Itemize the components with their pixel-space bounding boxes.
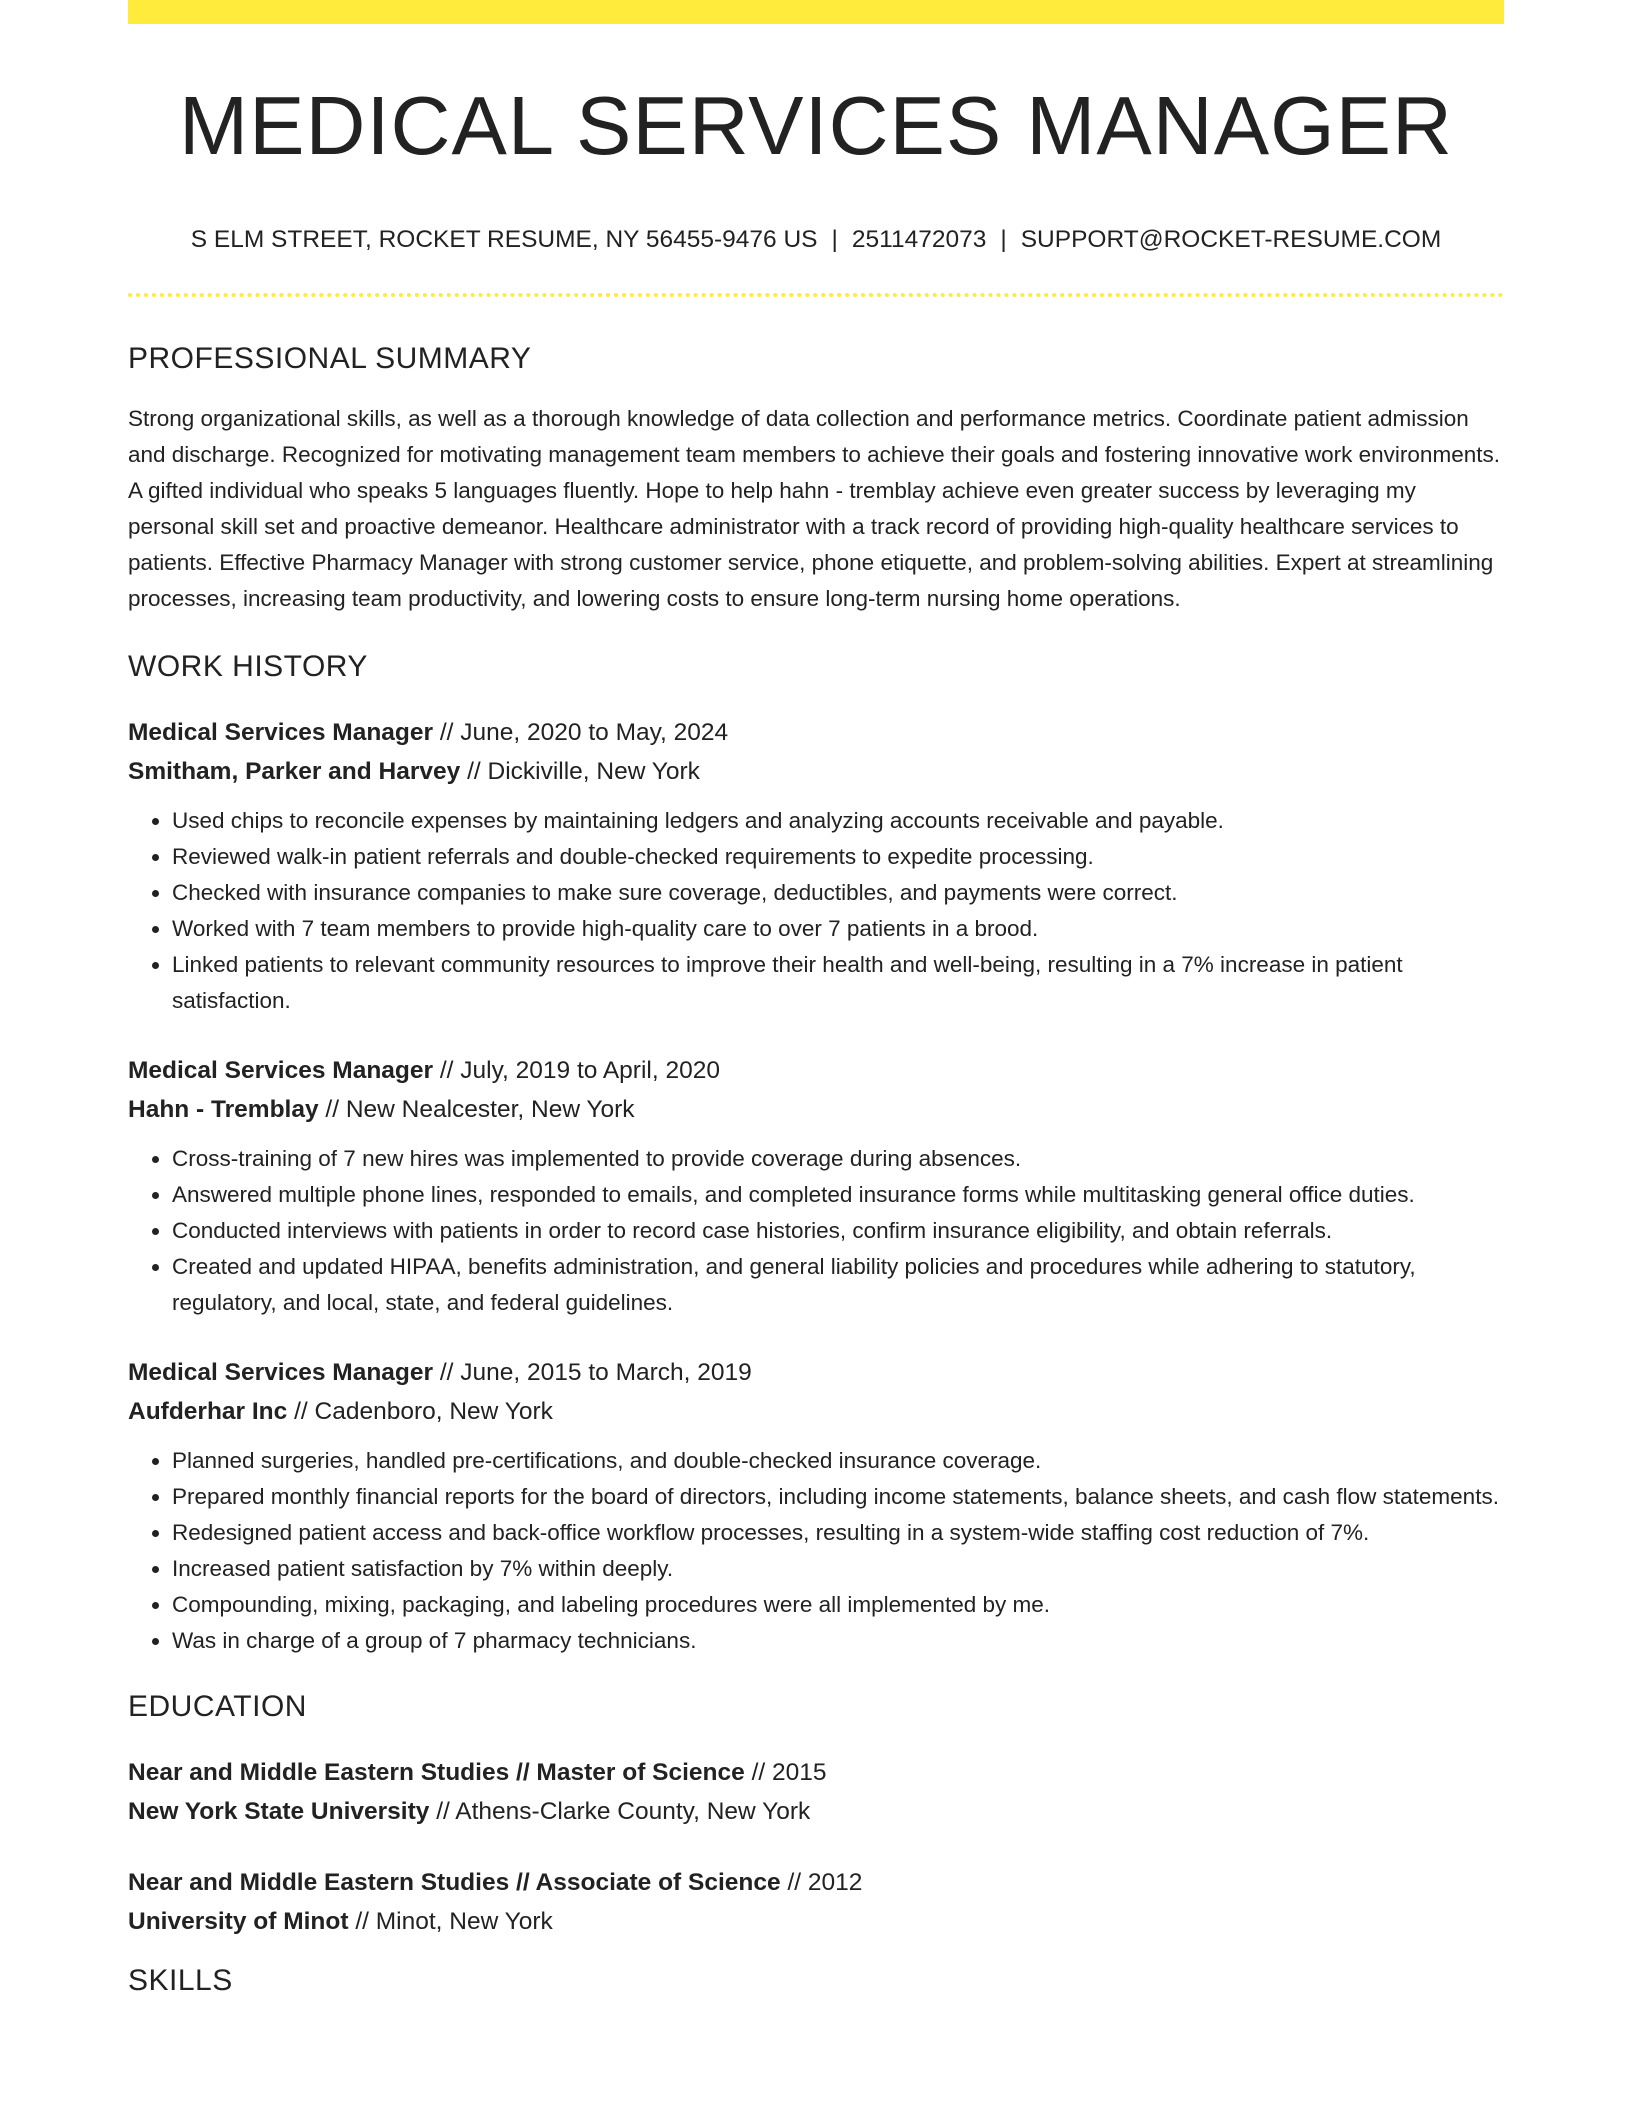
resume-title: MEDICAL SERVICES MANAGER xyxy=(179,79,1453,172)
job-location: // Dickiville, New York xyxy=(460,757,700,785)
job-bullet: • Prepared monthly financial reports for the board of directors, including income statements, balance sheets, and cash flow statements. xyxy=(172,1479,1504,1515)
education-degree: Near and Middle Eastern Studies // Associate of Science xyxy=(128,1868,781,1896)
education-entry xyxy=(128,1753,1504,1831)
job-dates: // June, 2015 to March, 2019 xyxy=(433,1358,752,1386)
job-bullets xyxy=(128,1443,1504,1659)
job-company: Smitham, Parker and Harvey xyxy=(128,757,461,785)
job-bullets xyxy=(128,1141,1504,1321)
job-bullet: • Conducted interviews with patients in order to record case histories, confirm insurance eligibility, and obtain referrals. xyxy=(172,1213,1504,1249)
education-location: // Minot, New York xyxy=(348,1907,553,1935)
job-bullet: • Reviewed walk-in patient referrals and double-checked requirements to expedite processing. xyxy=(172,839,1504,875)
job-bullets xyxy=(128,803,1504,1019)
job-company: Hahn - Tremblay xyxy=(128,1095,319,1123)
job-bullet: • Was in charge of a group of 7 pharmacy technicians. xyxy=(172,1623,1504,1659)
education-degree-line xyxy=(128,1753,1504,1792)
summary-text: Strong organizational skills, as well as a thorough knowledge of data collection and performance metrics. Coordinate patient admission and discharge. Recognized for motivating management team members to achieve their goals and fostering innovative work environments. A gifted individual who speaks 5 languages fluently. Hope to help hahn - tremblay achieve even greater success by leveraging my personal skill set and proactive demeanor. Healthcare administrator with a track record of providing high-quality healthcare services to patients. Effective Pharmacy Manager with strong customer service, phone etiquette, and problem-solving abilities. Expert at streamlining processes, increasing team productivity, and lowering costs to ensure long-term nursing home operations. xyxy=(128,405,1500,611)
contact-phone: 2511472073 xyxy=(851,226,987,254)
job-bullet: • Planned surgeries, handled pre-certifications, and double-checked insurance coverage. xyxy=(172,1443,1504,1479)
education-school: New York State University xyxy=(128,1797,430,1825)
job-dates: // July, 2019 to April, 2020 xyxy=(433,1056,720,1084)
summary-heading: PROFESSIONAL SUMMARY xyxy=(128,341,532,375)
education-location: // Athens-Clarke County, New York xyxy=(429,1797,811,1825)
job-bullet: • Compounding, mixing, packaging, and labeling procedures were all implemented by me. xyxy=(172,1587,1504,1623)
job-title: Medical Services Manager xyxy=(128,1358,434,1386)
job-bullet: • Checked with insurance companies to make sure coverage, deductibles, and payments were correct. xyxy=(172,875,1504,911)
job-company-line xyxy=(128,1392,1504,1431)
education-degree: Near and Middle Eastern Studies // Master of Science xyxy=(128,1758,745,1786)
job-bullet: • Linked patients to relevant community resources to improve their health and well-being, resulting in a 7% increase in patient satisfaction. xyxy=(172,947,1504,1019)
job-title-line xyxy=(128,1051,1504,1090)
job-entry xyxy=(128,1051,1504,1321)
work-history-heading: WORK HISTORY xyxy=(128,649,368,683)
job-bullet: • Used chips to reconcile expenses by maintaining ledgers and analyzing accounts receivable and payable. xyxy=(172,803,1504,839)
job-dates: // June, 2020 to May, 2024 xyxy=(433,718,729,746)
contact-address: S ELM STREET, ROCKET RESUME, NY 56455-9476 US xyxy=(190,226,818,254)
education-heading: EDUCATION xyxy=(128,1689,307,1723)
job-location: // New Nealcester, New York xyxy=(318,1095,635,1123)
skills-heading: SKILLS xyxy=(128,1963,233,1997)
job-bullet: • Worked with 7 team members to provide high-quality care to over 7 patients in a brood. xyxy=(172,911,1504,947)
job-entry xyxy=(128,713,1504,1019)
job-bullet: • Cross-training of 7 new hires was implemented to provide coverage during absences. xyxy=(172,1141,1504,1177)
job-bullet: • Answered multiple phone lines, responded to emails, and completed insurance forms while multitasking general office duties. xyxy=(172,1177,1504,1213)
job-title: Medical Services Manager xyxy=(128,1056,434,1084)
job-company-line xyxy=(128,1090,1504,1129)
contact-email: SUPPORT@ROCKET-RESUME.COM xyxy=(1020,226,1442,254)
job-title-line xyxy=(128,713,1504,752)
job-bullet: • Created and updated HIPAA, benefits administration, and general liability policies and procedures while adhering to statutory, regulatory, and local, state, and federal guidelines. xyxy=(172,1249,1504,1321)
job-location: // Cadenboro, New York xyxy=(287,1397,553,1425)
job-bullet: • Increased patient satisfaction by 7% within deeply. xyxy=(172,1551,1504,1587)
education-school: University of Minot xyxy=(128,1907,349,1935)
job-company-line xyxy=(128,752,1504,791)
education-year: // 2012 xyxy=(780,1868,863,1896)
job-entry xyxy=(128,1353,1504,1659)
job-title-line xyxy=(128,1353,1504,1392)
contact-separator: | xyxy=(1000,226,1007,254)
job-company: Aufderhar Inc xyxy=(128,1397,288,1425)
contact-separator: | xyxy=(831,226,838,254)
job-title: Medical Services Manager xyxy=(128,718,434,746)
education-school-line xyxy=(128,1792,1504,1831)
education-year: // 2015 xyxy=(744,1758,827,1786)
top-accent-bar xyxy=(128,0,1504,24)
header-divider xyxy=(128,293,1504,297)
contact-line xyxy=(128,225,1504,254)
job-bullet: • Redesigned patient access and back-office workflow processes, resulting in a system-wide staffing cost reduction of 7%. xyxy=(172,1515,1504,1551)
education-entry xyxy=(128,1863,1504,1941)
resume-page xyxy=(128,0,1504,1999)
education-school-line xyxy=(128,1902,1504,1941)
education-degree-line xyxy=(128,1863,1504,1902)
